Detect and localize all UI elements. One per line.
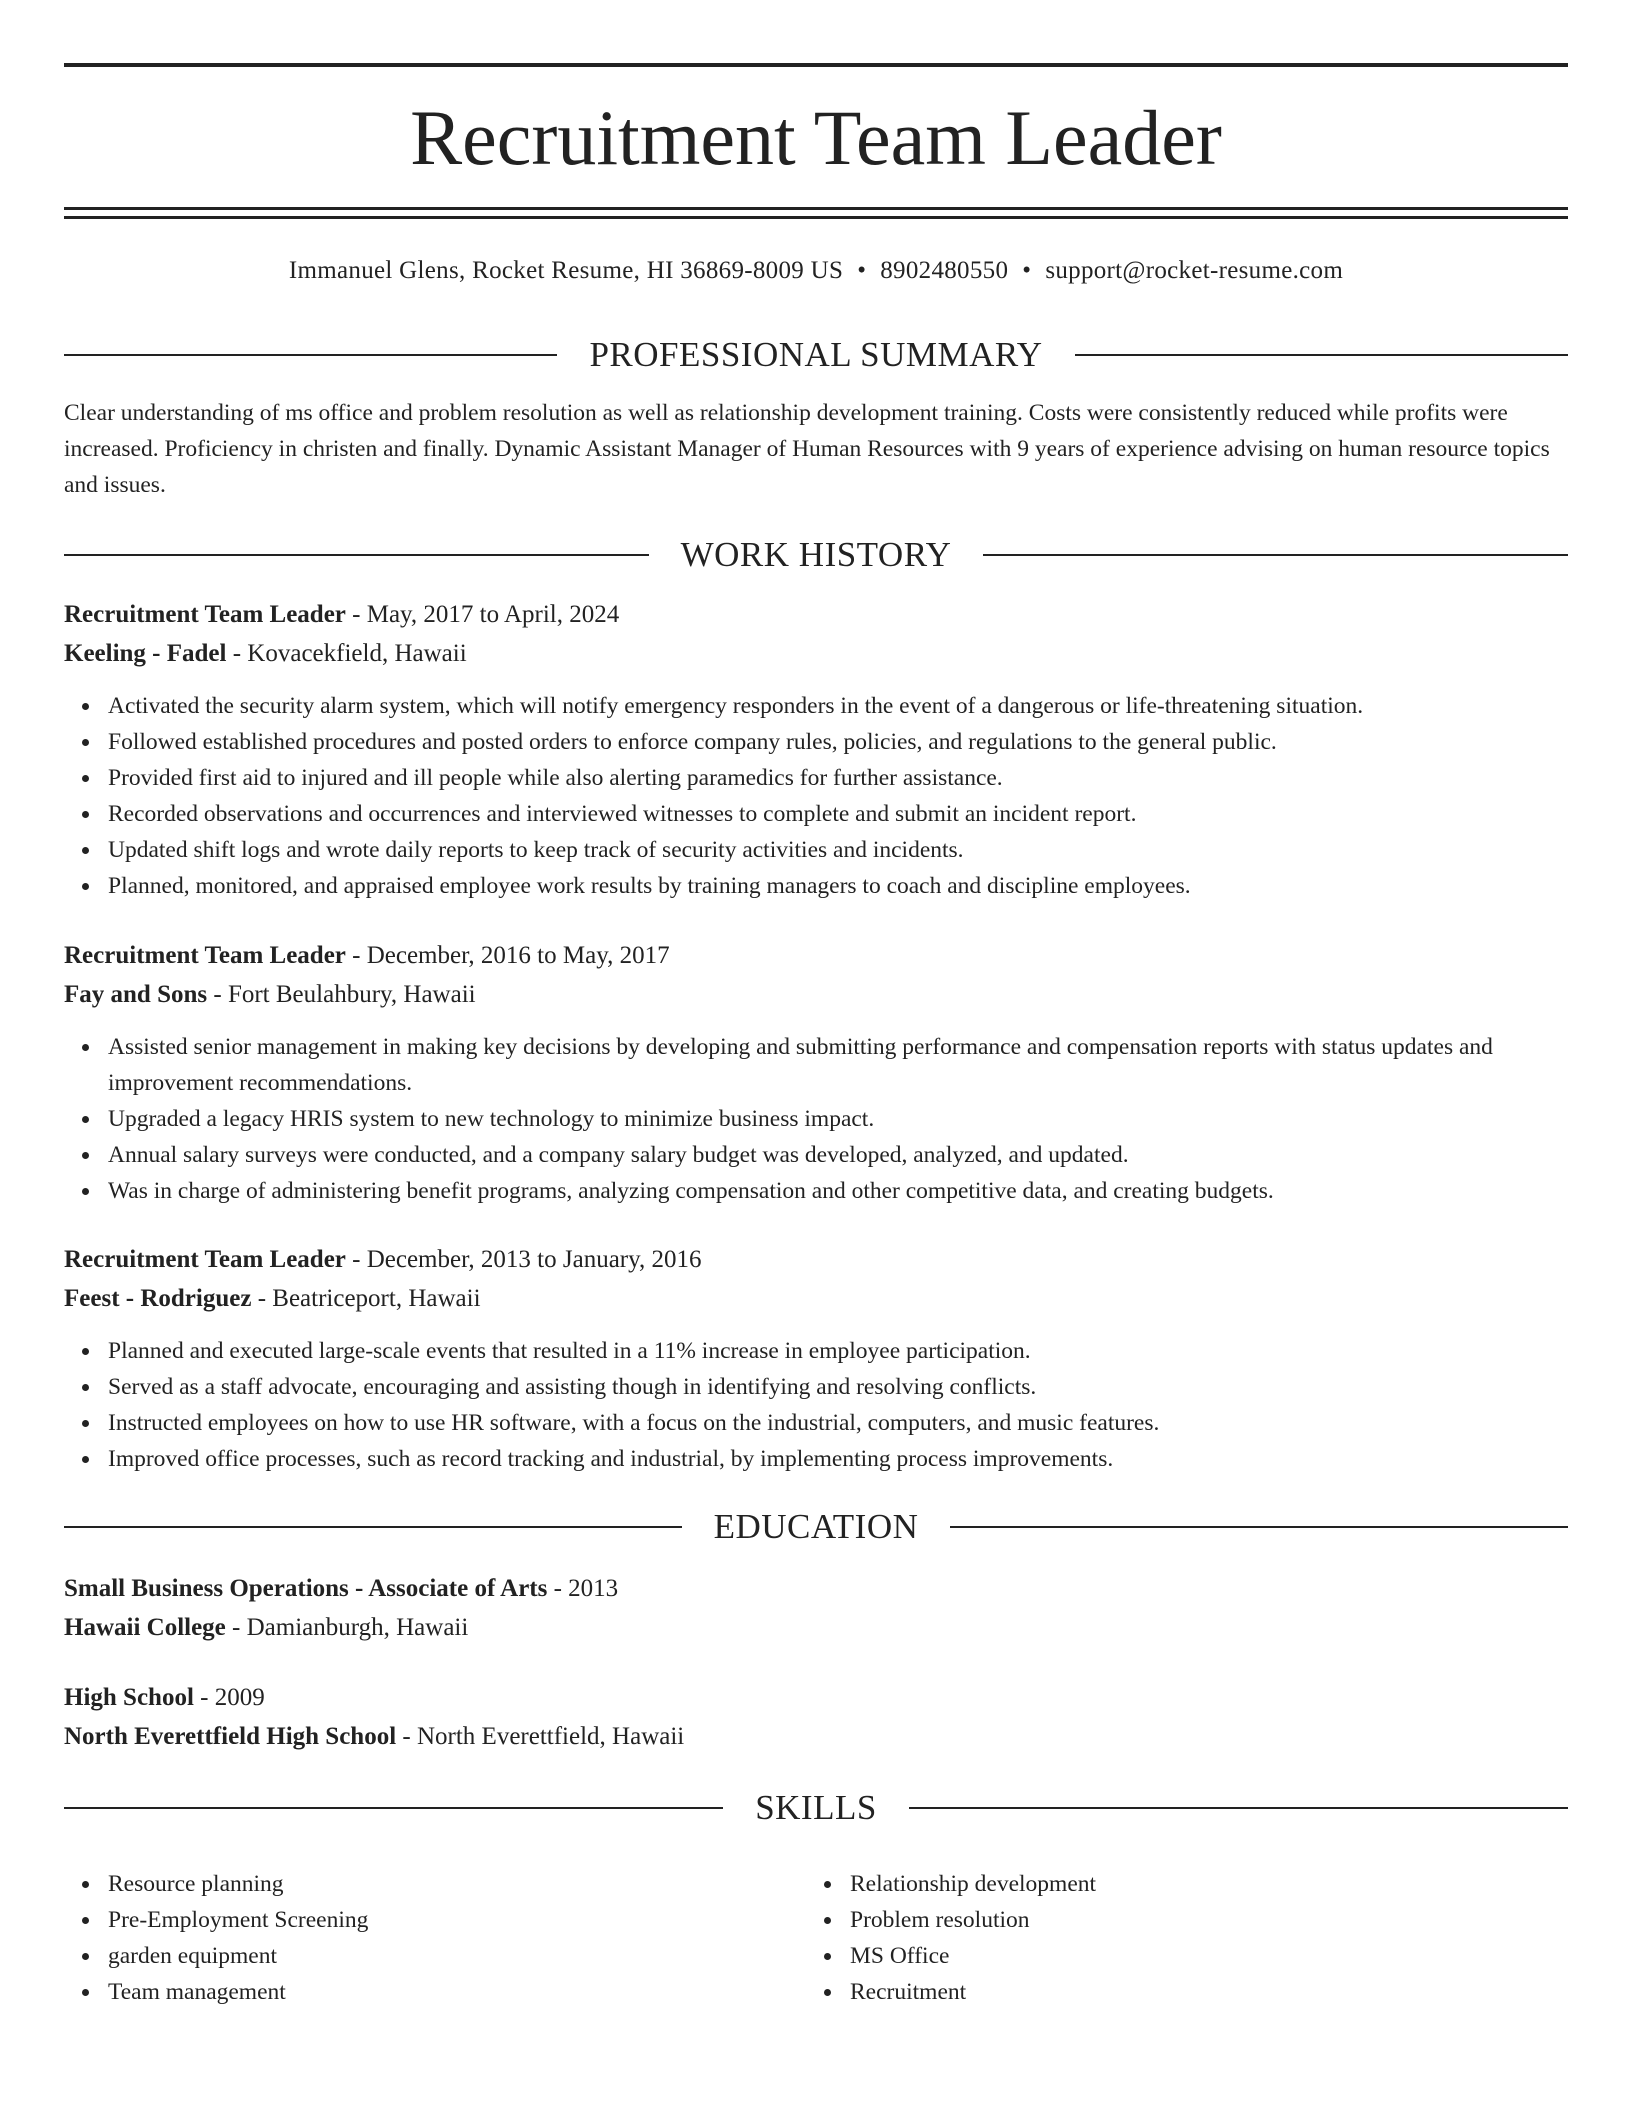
job-bullet: Recorded observations and occurrences and interviewed witnesses to complete and submit an incident report. (108, 796, 1612, 832)
section-heading-label: PROFESSIONAL SUMMARY (589, 335, 1043, 374)
section-heading-summary (64, 333, 1568, 377)
education-year: - 2013 (547, 1575, 619, 1602)
job-bullet: Planned and executed large-scale events that resulted in a 11% increase in employee participation. (108, 1333, 1612, 1369)
contact-separator: • (857, 257, 867, 284)
skill-item: Recruitment (806, 1974, 1096, 2010)
summary-text: Clear understanding of ms office and problem resolution as well as relationship development training. Costs were consistently reduced while profits were increased. Proficiency in christen and finally. Dynamic Assistant Manager of Human Resources with 9 years of experience advising on human resource topics and issues. (64, 400, 1550, 498)
education-degree-line (64, 1571, 1568, 1607)
job-title-line (64, 1242, 1568, 1278)
job-company: Fay and Sons (64, 981, 208, 1008)
section-heading-label: SKILLS (755, 1788, 877, 1827)
job-company-line (64, 1281, 1568, 1317)
job-bullet: Planned, monitored, and appraised employee work results by training managers to coach and discipline employees. (108, 868, 1612, 904)
education-school-line (64, 1610, 1568, 1646)
education-degree: Small Business Operations - Associate of Arts (64, 1575, 548, 1602)
title-rule-upper (64, 207, 1568, 210)
skill-item: garden equipment (64, 1938, 368, 1974)
contact-line (64, 254, 1568, 288)
skill-item: Pre-Employment Screening (64, 1902, 368, 1938)
job-bullet: Upgraded a legacy HRIS system to new technology to minimize business impact. (108, 1101, 1612, 1137)
skill-item: Relationship development (806, 1866, 1096, 1902)
education-degree: High School (64, 1684, 194, 1711)
job-bullet: Assisted senior management in making key decisions by developing and submitting performance and compensation reports with status updates and improvement recommendations. (108, 1029, 1612, 1101)
section-heading-skills (64, 1786, 1568, 1830)
job-title-line (64, 938, 1568, 974)
job-bullet: Improved office processes, such as record tracking and industrial, by implementing process improvements. (108, 1441, 1612, 1477)
heading-rule (64, 354, 557, 356)
job-bullet: Followed established procedures and posted orders to enforce company rules, policies, and regulations to the general public. (108, 724, 1612, 760)
heading-rule (983, 554, 1568, 556)
section-heading-label: EDUCATION (713, 1507, 919, 1546)
job-company: Feest - Rodriguez (64, 1285, 252, 1312)
job-bullet: Instructed employees on how to use HR software, with a focus on the industrial, computers, and music features. (108, 1405, 1612, 1441)
education-school: North Everettfield High School (64, 1723, 397, 1750)
job-bullet: Was in charge of administering benefit programs, analyzing compensation and other competitive data, and creating budgets. (108, 1173, 1612, 1209)
job-dates: - December, 2016 to May, 2017 (345, 942, 670, 969)
section-heading-work-history (64, 533, 1568, 577)
education-location: - North Everettfield, Hawaii (396, 1723, 685, 1750)
job-title-line (64, 597, 1568, 633)
education-year: - 2009 (193, 1684, 265, 1711)
job-bullet: Activated the security alarm system, which will notify emergency responders in the event of a dangerous or life-threatening situation. (108, 688, 1612, 724)
job-company-line (64, 636, 1568, 672)
job-bullet: Updated shift logs and wrote daily reports to keep track of security activities and incidents. (108, 832, 1612, 868)
heading-rule (909, 1807, 1568, 1809)
job-bullets (64, 688, 1612, 904)
job-title: Recruitment Team Leader (64, 1246, 346, 1273)
education-location: - Damianburgh, Hawaii (225, 1614, 469, 1641)
contact-separator: • (1022, 257, 1032, 284)
job-bullet: Provided first aid to injured and ill people while also alerting paramedics for further assistance. (108, 760, 1612, 796)
heading-rule (950, 1526, 1568, 1528)
skills-list-left (64, 1866, 368, 2010)
job-location: - Beatriceport, Hawaii (251, 1285, 481, 1312)
title-rule-lower (64, 216, 1568, 219)
job-location: - Fort Beulahbury, Hawaii (207, 981, 476, 1008)
skills-list-right (806, 1866, 1096, 2010)
skill-item: MS Office (806, 1938, 1096, 1974)
job-title: Recruitment Team Leader (64, 942, 346, 969)
top-rule (64, 63, 1568, 67)
heading-rule (64, 1807, 723, 1809)
skill-item: Resource planning (64, 1866, 368, 1902)
education-degree-line (64, 1680, 1568, 1716)
education-school-line (64, 1719, 1568, 1755)
resume-title: Recruitment Team Leader (410, 94, 1222, 181)
job-bullet: Served as a staff advocate, encouraging and assisting though in identifying and resolving conflicts. (108, 1369, 1612, 1405)
skill-item: Team management (64, 1974, 368, 2010)
job-bullet: Annual salary surveys were conducted, and a company salary budget was developed, analyzed, and updated. (108, 1137, 1612, 1173)
job-bullets (64, 1333, 1612, 1477)
job-company-line (64, 977, 1568, 1013)
heading-rule (1075, 354, 1568, 356)
heading-rule (64, 554, 649, 556)
section-heading-label: WORK HISTORY (680, 535, 952, 574)
job-dates: - December, 2013 to January, 2016 (345, 1246, 702, 1273)
job-title: Recruitment Team Leader (64, 601, 346, 628)
job-dates: - May, 2017 to April, 2024 (345, 601, 620, 628)
contact-phone: 8902480550 (880, 257, 1009, 284)
section-heading-education (64, 1505, 1568, 1549)
skill-item: Problem resolution (806, 1902, 1096, 1938)
contact-email: support@rocket-resume.com (1045, 257, 1344, 284)
heading-rule (64, 1526, 682, 1528)
job-company: Keeling - Fadel (64, 640, 227, 667)
job-bullets (64, 1029, 1612, 1209)
education-school: Hawaii College (64, 1614, 226, 1641)
job-location: - Kovacekfield, Hawaii (226, 640, 467, 667)
contact-address: Immanuel Glens, Rocket Resume, HI 36869-8009 US (288, 257, 844, 284)
